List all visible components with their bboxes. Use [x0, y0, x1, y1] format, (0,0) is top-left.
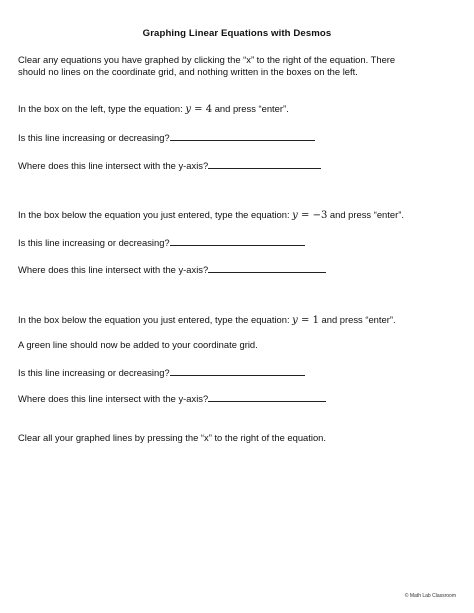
section-3-equation: y = 1: [292, 315, 319, 326]
section-1-equation: y = 4: [185, 104, 213, 115]
section-2-equation: y = −3: [292, 210, 328, 221]
answer-blank-1a[interactable]: [170, 131, 315, 141]
section-3-instruction-suffix: and press “enter”.: [318, 314, 396, 325]
section-3-instruction: [18, 314, 396, 327]
intro-text-line-1: Clear any equations you have graphed by clicking the “x” to the right of the equation. There: [18, 54, 396, 65]
section-1-instruction-suffix: and press “enter”.: [212, 103, 289, 114]
intro-text-line-2: should no lines on the coordinate grid, and nothing written in the boxes on the left.: [18, 66, 358, 77]
section-1-question-intersect: Where does this line intersect with the y-axis?: [18, 159, 321, 172]
section-2-instruction: [18, 209, 404, 222]
section-1-instruction-prefix: In the box on the left, type the equation:: [18, 103, 183, 114]
section-1-instruction: [18, 103, 289, 116]
answer-blank-3b[interactable]: [208, 392, 326, 402]
closing-instruction: Clear all your graphed lines by pressing the “x” to the right of the equation.: [18, 432, 326, 443]
answer-blank-2a[interactable]: [170, 236, 305, 246]
section-2-instruction-suffix: and press “enter”.: [327, 209, 404, 220]
copyright-footer: © Math Lab Classroom: [404, 593, 456, 599]
section-3-question-increasing: Is this line increasing or decreasing?: [18, 366, 305, 379]
page-title: Graphing Linear Equations with Desmos: [142, 28, 332, 39]
section-3-instruction-prefix: In the box below the equation you just entered, type the equation:: [18, 314, 290, 325]
answer-blank-3a[interactable]: [170, 366, 305, 376]
answer-blank-2b[interactable]: [208, 263, 326, 273]
section-3-question-intersect: Where does this line intersect with the y-axis?: [18, 392, 326, 405]
section-2-question-increasing: Is this line increasing or decreasing?: [18, 236, 305, 249]
section-1-question-increasing: Is this line increasing or decreasing?: [18, 131, 315, 144]
answer-blank-1b[interactable]: [208, 159, 321, 169]
section-2-question-intersect: Where does this line intersect with the y-axis?: [18, 263, 326, 276]
section-2-instruction-prefix: In the box below the equation you just entered, type the equation:: [18, 209, 290, 220]
section-3-note: A green line should now be added to your coordinate grid.: [18, 339, 258, 350]
